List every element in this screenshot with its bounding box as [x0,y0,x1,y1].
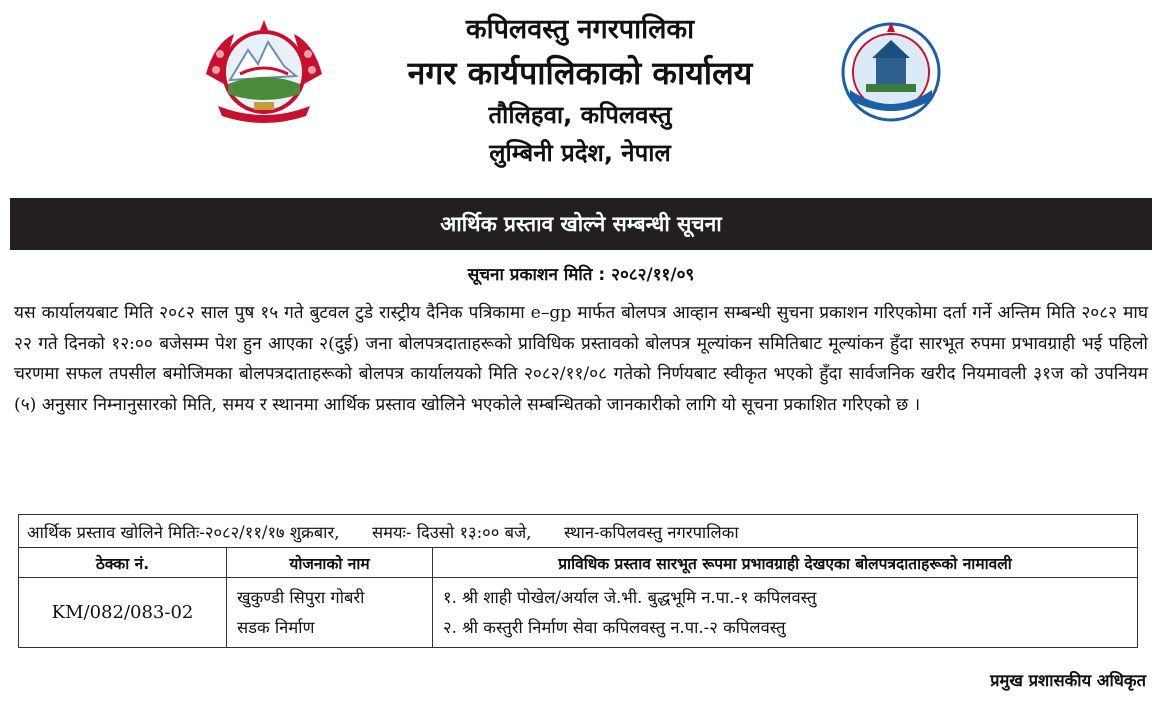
province-name: लुम्बिनी प्रदेश, नेपाल [489,139,671,167]
header-bidders: प्राविधिक प्रस्ताव सारभूत रूपमा प्रभावग्राही देखएका बोलपत्रदाताहरूको नामावली [433,548,1138,578]
header-titles [330,10,830,172]
project-name-line: खुकुण्डी सिपुरा गोबरी [237,587,365,607]
bidder-item: १. श्री शाही पोखेल/अर्याल जे.भी. बुद्धभूमि न.पा.-१ कपिलवस्तु [443,587,817,607]
bidder-item: २. श्री कस्तुरी निर्माण सेवा कपिलवस्तु न.पा.-२ कपिलवस्तु [443,617,786,637]
opening-date: आर्थिक प्रस्ताव खोलिने मितिः-२०८२/११/१७ शुक्रबार, [27,522,340,542]
header-contract-no: ठेक्का नं. [19,548,227,578]
bidder-table [18,514,1138,648]
nepal-emblem-icon [200,14,328,126]
office-address: तौलिहवा, कपिलवस्तु [488,101,672,129]
municipality-seal-icon [836,18,946,126]
opening-info-cell [19,515,1138,548]
notice-body: यस कार्यालयबाट मिति २०८२ साल पुष १५ गते बुटवल टुडे रास्ट्रीय दैनिक पत्रिकामा e–gp मार्फत बोलपत्र आव्हान सम्बन्धी सुचना प्रकाशन गरिएकोमा दर्ता गर्ने अन्तिम मिति २०८२ माघ २२ गते दिनको १२:०० बजेसम्म पेश हुन आएका २(दुई) जना बोलपत्रदाताहरूको प्राविधिक प्रस्तावको बोलपत्र मूल्यांकन समितिबाट मूल्यांकन हुँदा सारभूत रुपमा प्रभावग्राही भई पहिलो चरणमा सफल तपसील बमोजिमका बोलपत्रदाताहरूको बोलपत्र कार्यालयको मिति २०८२/११/०८ गतेको निर्णयबाट स्वीकृत भएको हुँदा सार्वजनिक खरीद नियमावली ३१ज को उपनियम (५) अनुसार निम्नानुसारको मिति, समय र स्थानमा आर्थिक प्रस्ताव खोलिने भएकोले सम्बन्धितको जानकारीको लागि यो सूचना प्रकाशित गरिएको छ । [14,303,1148,415]
contract-no: KM/082/083-02 [19,578,227,648]
table-row [19,578,1138,648]
table-header-row [19,548,1138,578]
publish-date: सूचना प्रकाशन मिति : २०८२/११/०९ [467,265,695,285]
header-project-name: योजनाको नाम [227,548,433,578]
signatory-title: प्रमुख प्रशासकीय अधिकृत [990,671,1146,690]
office-name: नगर कार्यपालिकाको कार्यालय [407,54,753,92]
opening-time: समयः- दिउसो १३:०० बजे, [371,522,532,542]
bidder-list [433,578,1138,648]
project-name [227,578,433,648]
project-name-line: सडक निर्माण [237,617,315,637]
notice-header [0,0,1162,196]
notice-title: आर्थिक प्रस्ताव खोल्ने सम्बन्धी सूचना [10,198,1152,250]
opening-place: स्थान-कपिलवस्तु नगरपालिका [563,522,739,542]
municipality-name: कपिलवस्तु नगरपालिका [465,14,695,45]
opening-info-row [19,515,1138,548]
